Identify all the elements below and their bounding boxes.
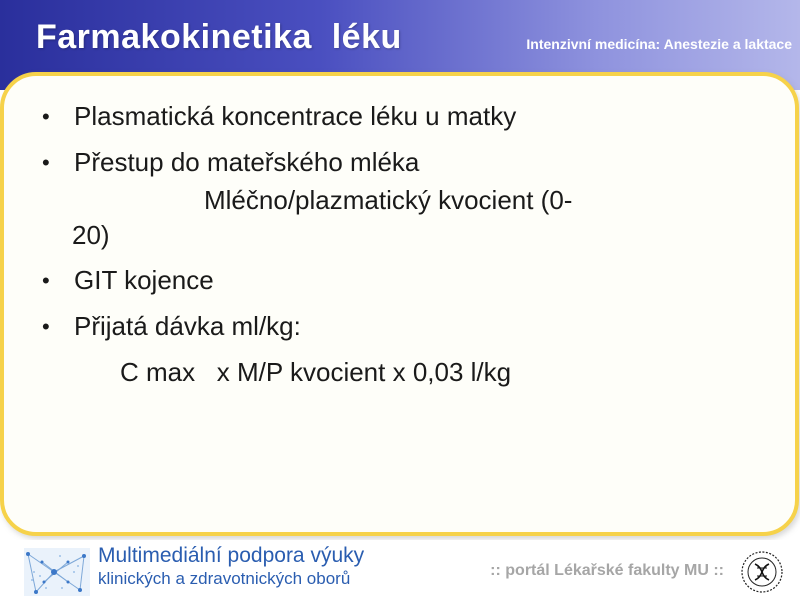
footer (0, 540, 800, 600)
bullet-item (42, 97, 682, 136)
course-subtitle: Intenzivní medicína: Anestezie a laktace (526, 36, 792, 52)
dose-formula: C max x M/P kvocient x 0,03 l/kg (120, 357, 512, 387)
bullet-item (42, 143, 682, 218)
faculty-emblem-icon (740, 550, 784, 594)
bullet-dot-icon: • (42, 104, 50, 129)
bullet-text: Plasmatická koncentrace léku u matky (74, 101, 517, 131)
bullet-subtext-wrap: 20) (72, 220, 110, 250)
bullet-dot-icon: • (42, 150, 50, 175)
bullet-text: GIT kojence (74, 265, 214, 295)
bullet-dot-icon: • (42, 268, 50, 293)
network-graph-logo-icon (24, 548, 90, 596)
slide-title: Farmakokinetika léku (36, 18, 402, 56)
bullet-item (42, 307, 682, 346)
bullet-text: Přijatá dávka ml/kg: (74, 311, 301, 341)
bullet-item (42, 261, 682, 300)
bullet-dot-icon: • (42, 314, 50, 339)
brand-line1: Multimediální podpora výuky (98, 544, 365, 567)
portal-link[interactable]: :: portál Lékařské fakulty MU :: (490, 562, 724, 579)
footer-brand (98, 544, 364, 590)
bullet-list (42, 97, 682, 392)
brand-line2: klinických a zdravotnických oborů (98, 569, 351, 588)
bullet-text: Přestup do mateřského mléka (74, 147, 420, 177)
bullet-subtext: Mléčno/plazmatický kvocient (0- (204, 185, 573, 215)
